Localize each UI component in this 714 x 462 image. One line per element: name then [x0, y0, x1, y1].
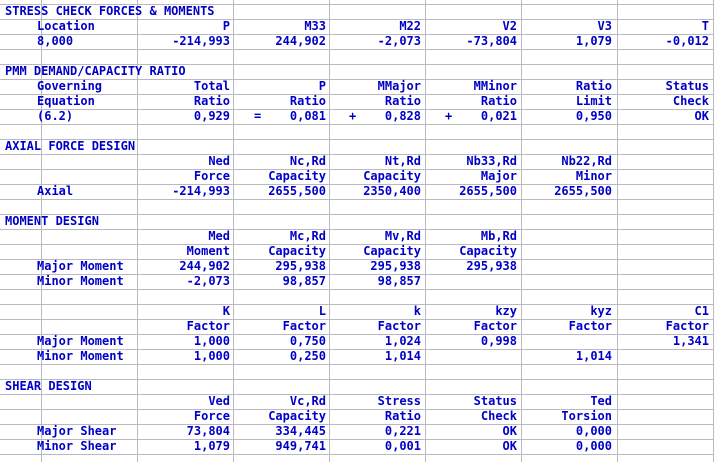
moment-value-0-2: 295,938: [370, 259, 421, 273]
moment-value-1-1: 98,857: [282, 274, 326, 288]
factor-header1-5: C1: [694, 304, 709, 318]
axial-value-4: 2655,500: [554, 184, 612, 198]
value-p-ratio: 0,081: [289, 109, 326, 123]
shear-value-0-0: 73,804: [186, 424, 230, 438]
value-p: -214,993: [172, 34, 230, 48]
moment-header1-1: Mc,Rd: [289, 229, 326, 243]
moment-header2-3: Capacity: [459, 244, 517, 258]
shear-value-0-1: 334,445: [275, 424, 326, 438]
moment-header1-3: Mb,Rd: [480, 229, 517, 243]
section-title-moment: MOMENT DESIGN: [5, 214, 99, 228]
shear-header2-4: Torsion: [561, 409, 612, 423]
factor-header2-0: Factor: [186, 319, 230, 333]
factor-value-0-3: 0,998: [480, 334, 517, 348]
axial-header1-2: Nt,Rd: [384, 154, 421, 168]
factor-value-1-0: 1,000: [193, 349, 230, 363]
factor-value-0-0: 1,000: [193, 334, 230, 348]
header-v3: V3: [597, 19, 612, 33]
section-title-shear: SHEAR DESIGN: [5, 379, 92, 393]
factor-value-0-2: 1,024: [384, 334, 421, 348]
axial-value-2: 2350,400: [363, 184, 421, 198]
shear-header1-3: Status: [473, 394, 517, 408]
shear-header2-1: Capacity: [268, 409, 326, 423]
value-mmajor-ratio: 0,828: [384, 109, 421, 123]
moment-header1-2: Mv,Rd: [384, 229, 421, 243]
shear-header2-0: Force: [193, 409, 230, 423]
section-title-pmm: PMM DEMAND/CAPACITY RATIO: [5, 64, 186, 78]
pmm-header2-3: Ratio: [384, 94, 421, 108]
factor-value-1-2: 1,014: [384, 349, 421, 363]
value-m22: -2,073: [377, 34, 421, 48]
row-label-shear-1: Minor Shear: [37, 439, 117, 453]
shear-value-1-1: 949,741: [275, 439, 326, 453]
moment-value-0-3: 295,938: [466, 259, 517, 273]
moment-value-0-0: 244,902: [179, 259, 230, 273]
pmm-header1-3: MMajor: [377, 79, 421, 93]
factor-header2-2: Factor: [377, 319, 421, 333]
shear-value-1-0: 1,079: [193, 439, 230, 453]
axial-header2-2: Capacity: [363, 169, 421, 183]
value-status-check: OK: [694, 109, 709, 123]
shear-value-0-3: OK: [502, 424, 517, 438]
shear-header1-0: Ved: [208, 394, 230, 408]
factor-header1-2: k: [413, 304, 421, 318]
factor-value-1-4: 1,014: [575, 349, 612, 363]
axial-header1-0: Ned: [208, 154, 230, 168]
row-label-moment-1: Minor Moment: [37, 274, 124, 288]
row-label-moment-0: Major Moment: [37, 259, 124, 273]
moment-header1-0: Med: [208, 229, 230, 243]
pmm-header1-1: Total: [193, 79, 230, 93]
shear-value-0-2: 0,221: [384, 424, 421, 438]
value-ratio-limit: 0,950: [575, 109, 612, 123]
header-governing: Governing: [37, 79, 103, 93]
operator-plus-2: +: [445, 109, 453, 123]
factor-value-0-1: 0,750: [289, 334, 326, 348]
header-t: T: [701, 19, 709, 33]
moment-header2-2: Capacity: [363, 244, 421, 258]
factor-value-1-1: 0,250: [289, 349, 326, 363]
factor-header2-5: Factor: [665, 319, 709, 333]
value-t: -0,012: [665, 34, 709, 48]
header-p: P: [222, 19, 230, 33]
value-equation: (6.2): [37, 109, 74, 123]
pmm-header1-4: MMinor: [473, 79, 517, 93]
pmm-header1-5: Ratio: [575, 79, 612, 93]
shear-value-1-4: 0,000: [575, 439, 612, 453]
header-v2: V2: [502, 19, 517, 33]
row-label-shear-0: Major Shear: [37, 424, 117, 438]
shear-header1-4: Ted: [590, 394, 612, 408]
header-m33: M33: [304, 19, 326, 33]
pmm-header1-6: Status: [665, 79, 709, 93]
value-location: 8,000: [37, 34, 74, 48]
operator-plus-1: +: [349, 109, 357, 123]
pmm-header2-6: Check: [672, 94, 709, 108]
shear-value-1-2: 0,001: [384, 439, 421, 453]
axial-header2-0: Force: [193, 169, 230, 183]
axial-header1-3: Nb33,Rd: [466, 154, 517, 168]
moment-header2-0: Moment: [186, 244, 230, 258]
value-m33: 244,902: [275, 34, 326, 48]
shear-header1-2: Stress: [377, 394, 421, 408]
axial-value-1: 2655,500: [268, 184, 326, 198]
axial-header2-1: Capacity: [268, 169, 326, 183]
shear-header1-1: Vc,Rd: [289, 394, 326, 408]
row-label-axial: Axial: [37, 184, 74, 198]
moment-value-0-1: 295,938: [275, 259, 326, 273]
row-label-factor-1: Minor Moment: [37, 349, 124, 363]
factor-header1-1: L: [318, 304, 326, 318]
axial-value-0: -214,993: [172, 184, 230, 198]
operator-equals: =: [254, 109, 262, 123]
pmm-header2-1: Ratio: [193, 94, 230, 108]
moment-header2-1: Capacity: [268, 244, 326, 258]
moment-value-1-0: -2,073: [186, 274, 230, 288]
factor-header2-3: Factor: [473, 319, 517, 333]
header-m22: M22: [399, 19, 421, 33]
header-location: Location: [37, 19, 95, 33]
axial-header2-3: Major: [480, 169, 517, 183]
factor-header1-3: kzy: [495, 304, 517, 318]
factor-header2-1: Factor: [282, 319, 326, 333]
pmm-header2-2: Ratio: [289, 94, 326, 108]
shear-value-1-3: OK: [502, 439, 517, 453]
factor-value-0-5: 1,341: [672, 334, 709, 348]
value-mminor-ratio: 0,021: [480, 109, 517, 123]
factor-header2-4: Factor: [568, 319, 612, 333]
pmm-header2-4: Ratio: [480, 94, 517, 108]
row-label-factor-0: Major Moment: [37, 334, 124, 348]
section-title-axial: AXIAL FORCE DESIGN: [5, 139, 136, 153]
section-title-stress-check: STRESS CHECK FORCES & MOMENTS: [5, 4, 215, 18]
shear-value-0-4: 0,000: [575, 424, 612, 438]
shear-header2-2: Ratio: [384, 409, 421, 423]
header-equation: Equation: [37, 94, 95, 108]
value-v2: -73,804: [466, 34, 517, 48]
moment-value-1-2: 98,857: [377, 274, 421, 288]
pmm-header2-5: Limit: [575, 94, 612, 108]
factor-header1-0: K: [222, 304, 230, 318]
value-total-ratio: 0,929: [193, 109, 230, 123]
axial-header1-4: Nb22,Rd: [561, 154, 612, 168]
factor-header1-4: kyz: [590, 304, 612, 318]
shear-header2-3: Check: [480, 409, 517, 423]
pmm-header1-2: P: [318, 79, 326, 93]
value-v3: 1,079: [575, 34, 612, 48]
axial-header1-1: Nc,Rd: [289, 154, 326, 168]
axial-header2-4: Minor: [575, 169, 612, 183]
axial-value-3: 2655,500: [459, 184, 517, 198]
